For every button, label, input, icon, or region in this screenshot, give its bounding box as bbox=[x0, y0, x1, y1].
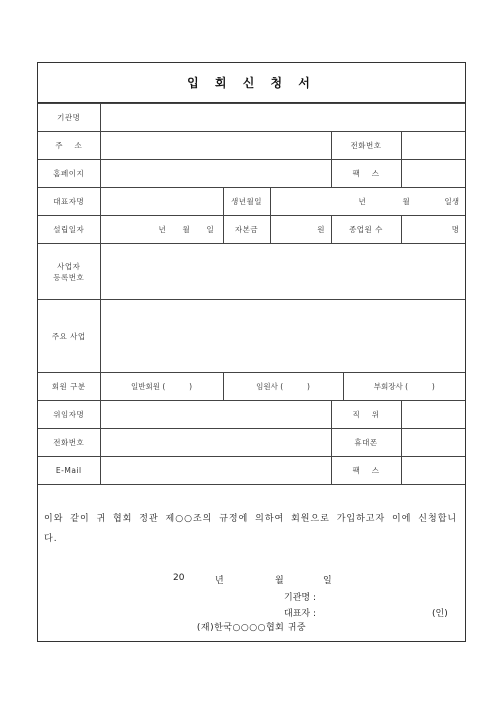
capital-label: 자본금 bbox=[223, 216, 270, 244]
employees-label: 종업원 수 bbox=[331, 216, 401, 244]
contact-phone-field[interactable] bbox=[100, 429, 331, 457]
address-label: 주 소 bbox=[38, 132, 100, 160]
email-fax-label: 팩 스 bbox=[331, 457, 401, 485]
row-main-business bbox=[38, 300, 465, 373]
main-business-field[interactable] bbox=[100, 300, 465, 373]
address-field[interactable] bbox=[100, 132, 331, 160]
business-reg-label-line2: 등록번호 bbox=[53, 272, 85, 282]
email-field[interactable] bbox=[100, 457, 331, 485]
representative-field[interactable] bbox=[100, 188, 223, 216]
delegate-label: 위임자명 bbox=[38, 401, 100, 429]
row-business-reg bbox=[38, 244, 465, 300]
est-day-unit: 일 bbox=[206, 225, 214, 234]
date-year-unit: 년 bbox=[215, 576, 224, 586]
form-table bbox=[38, 103, 465, 485]
mobile-field[interactable] bbox=[401, 429, 465, 457]
institution-field[interactable] bbox=[100, 104, 465, 132]
email-fax-field[interactable] bbox=[401, 457, 465, 485]
birth-year-unit: 년 bbox=[358, 197, 366, 206]
birth-label: 생년월일 bbox=[223, 188, 270, 216]
representative-label: 대표자명 bbox=[38, 188, 100, 216]
date-month-unit: 월 bbox=[275, 576, 284, 586]
business-reg-label-line1: 사업자 bbox=[57, 261, 81, 271]
row-delegate bbox=[38, 401, 465, 429]
row-address bbox=[38, 132, 465, 160]
member-type-vice-chair[interactable]: 부회장사 ( ) bbox=[343, 373, 465, 401]
form-title: 입 회 신 청 서 bbox=[38, 63, 465, 103]
signature-rep-label: 대표자 : bbox=[284, 609, 316, 619]
business-reg-label bbox=[38, 244, 100, 300]
row-homepage bbox=[38, 160, 465, 188]
date-day-unit: 일 bbox=[323, 576, 332, 586]
phone-label: 전화번호 bbox=[331, 132, 401, 160]
seal-mark: (인) bbox=[432, 609, 448, 619]
recipient-footer: (재)한국○○○○협회 귀중 bbox=[196, 623, 307, 633]
row-established bbox=[38, 216, 465, 244]
homepage-label: 홈페이지 bbox=[38, 160, 100, 188]
birth-field[interactable] bbox=[270, 188, 465, 216]
email-label: E-Mail bbox=[38, 457, 100, 485]
row-member-type bbox=[38, 373, 465, 401]
member-type-executive[interactable]: 임원사 ( ) bbox=[223, 373, 343, 401]
row-email bbox=[38, 457, 465, 485]
member-type-label: 회원 구분 bbox=[38, 373, 100, 401]
business-reg-field[interactable] bbox=[100, 244, 465, 300]
homepage-field[interactable] bbox=[100, 160, 331, 188]
date-prefix: 20 bbox=[173, 573, 185, 583]
established-label: 설립일자 bbox=[38, 216, 100, 244]
est-month-unit: 월 bbox=[182, 225, 190, 234]
declaration-text: 이와 같이 귀 협회 정관 제○○조의 규정에 의하여 회원으로 가입하고자 이에 신청합니다. bbox=[44, 514, 458, 544]
birth-month-unit: 월 bbox=[402, 197, 410, 206]
established-field[interactable] bbox=[100, 216, 223, 244]
member-type-general[interactable]: 일반회원 ( ) bbox=[100, 373, 223, 401]
phone-field[interactable] bbox=[401, 132, 465, 160]
application-form bbox=[37, 62, 466, 642]
est-year-unit: 년 bbox=[158, 225, 166, 234]
position-label: 직 위 bbox=[331, 401, 401, 429]
birth-day-unit: 일생 bbox=[444, 197, 459, 206]
contact-phone-label: 전화번호 bbox=[38, 429, 100, 457]
position-field[interactable] bbox=[401, 401, 465, 429]
fax-field[interactable] bbox=[401, 160, 465, 188]
row-institution bbox=[38, 104, 465, 132]
capital-field[interactable]: 원 bbox=[270, 216, 331, 244]
mobile-label: 휴대폰 bbox=[331, 429, 401, 457]
signature-institution-label: 기관명 : bbox=[284, 593, 316, 603]
main-business-label: 주요 사업 bbox=[38, 300, 100, 373]
delegate-field[interactable] bbox=[100, 401, 331, 429]
row-phone bbox=[38, 429, 465, 457]
institution-label: 기관명 bbox=[38, 104, 100, 132]
row-representative bbox=[38, 188, 465, 216]
fax-label: 팩 스 bbox=[331, 160, 401, 188]
employees-field[interactable]: 명 bbox=[401, 216, 465, 244]
